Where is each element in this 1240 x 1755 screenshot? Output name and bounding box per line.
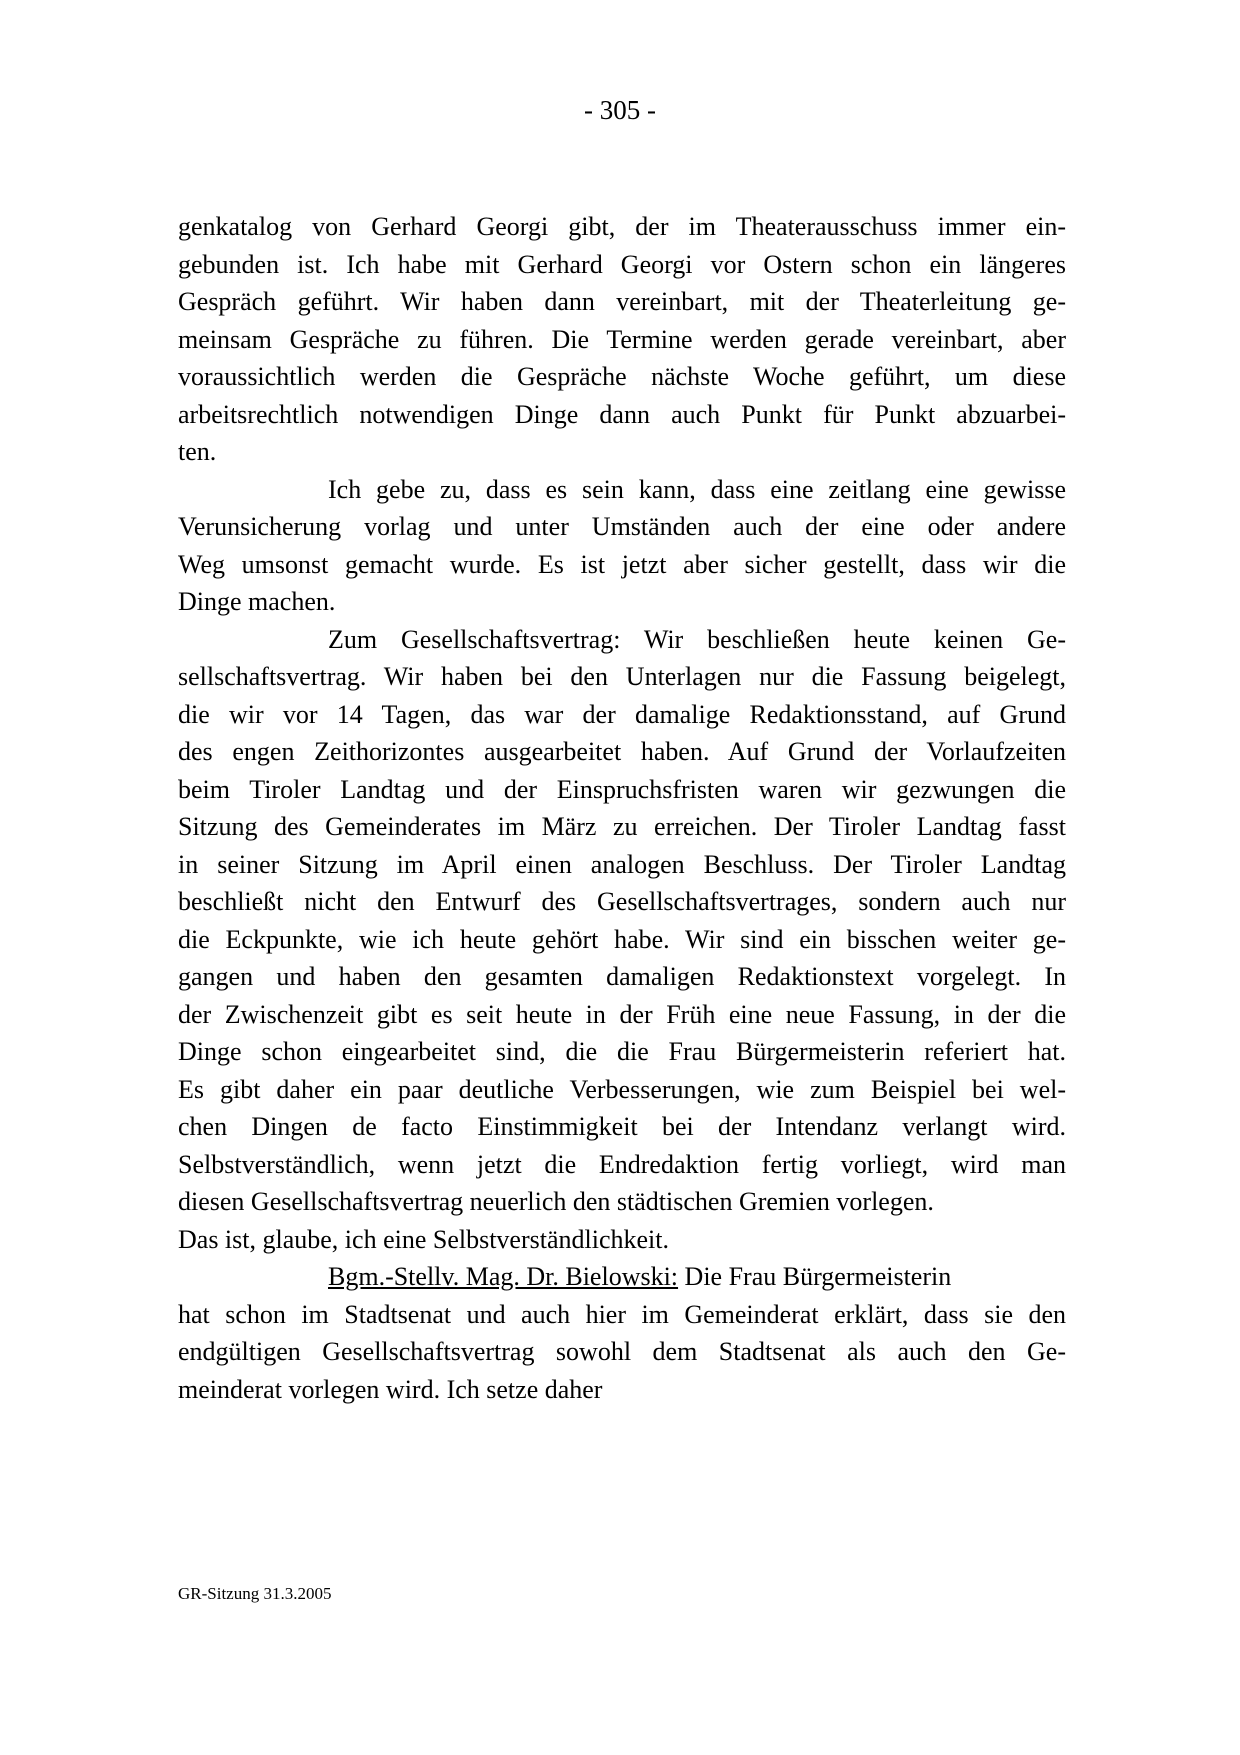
text-line: Dinge machen. xyxy=(178,587,336,616)
text-line: des engen Zeithorizontes ausgearbeitet haben. Auf Grund der Vorlaufzeiten xyxy=(178,737,1066,766)
text-line: Das ist, glaube, ich eine Selbstverständlichkeit. xyxy=(178,1224,669,1254)
text-line: Zum Gesellschaftsvertrag: Wir beschließen heute keinen Ge- xyxy=(328,624,1066,654)
page-number: - 305 - xyxy=(584,95,656,125)
text-line: meinderat vorlegen wird. Ich setze daher xyxy=(178,1374,603,1404)
text-line: Verunsicherung vorlag und unter Umständen auch der eine oder andere xyxy=(178,512,1066,541)
text-line: diesen Gesellschaftsvertrag neuerlich den städtischen Gremien vorlegen. xyxy=(178,1187,934,1216)
text-line: gebunden ist. Ich habe mit Gerhard Georgi vor Ostern schon ein längeres xyxy=(178,249,1066,279)
text-line: in seiner Sitzung im April einen analogen Beschluss. Der Tiroler Landtag xyxy=(178,849,1066,879)
footer-session-date: GR-Sitzung 31.3.2005 xyxy=(178,1584,332,1603)
speaker-line-text: Die Frau Bürgermeisterin xyxy=(678,1262,952,1291)
text-line: beschließt nicht den Entwurf des Gesellschaftsvertrages, sondern auch nur xyxy=(178,887,1066,916)
text-line: Es gibt daher ein paar deutliche Verbesserungen, wie zum Beispiel bei wel- xyxy=(178,1074,1066,1104)
paragraph xyxy=(178,208,1066,471)
text-line: die Eckpunkte, wie ich heute gehört habe. Wir sind ein bisschen weiter ge- xyxy=(178,924,1066,954)
document-body xyxy=(178,208,1066,1408)
text-line: Ich gebe zu, dass es sein kann, dass eine zeitlang eine gewisse xyxy=(328,474,1066,504)
paragraph xyxy=(178,471,1066,621)
text-line: arbeitsrechtlich notwendigen Dinge dann auch Punkt für Punkt abzuarbei- xyxy=(178,399,1066,429)
text-line: hat schon im Stadtsenat und auch hier im Gemeinderat erklärt, dass sie den xyxy=(178,1299,1066,1329)
text-line: Sitzung des Gemeinderates im März zu erreichen. Der Tiroler Landtag fasst xyxy=(178,812,1066,841)
text-line: Gespräch geführt. Wir haben dann vereinbart, mit der Theaterleitung ge- xyxy=(178,287,1066,316)
text-line: die wir vor 14 Tagen, das war der damalige Redaktionsstand, auf Grund xyxy=(178,699,1066,729)
text-line: meinsam Gespräche zu führen. Die Termine werden gerade vereinbart, aber xyxy=(178,324,1066,354)
speaker-name: Bgm.-Stellv. Mag. Dr. Bielowski: xyxy=(328,1262,679,1291)
text-line: gangen und haben den gesamten damaligen Redaktionstext vorgelegt. In xyxy=(178,962,1066,991)
text-line: Weg umsonst gemacht wurde. Es ist jetzt aber sicher gestellt, dass wir die xyxy=(178,549,1066,579)
paragraph xyxy=(178,1258,1066,1408)
text-line: sellschaftsvertrag. Wir haben bei den Unterlagen nur die Fassung beigelegt, xyxy=(178,662,1066,691)
text-line: voraussichtlich werden die Gespräche nächste Woche geführt, um diese xyxy=(178,362,1066,391)
paragraph xyxy=(178,621,1066,1259)
text-line: beim Tiroler Landtag und der Einspruchsfristen waren wir gezwungen die xyxy=(178,774,1066,804)
text-line: endgültigen Gesellschaftsvertrag sowohl dem Stadtsenat als auch den Ge- xyxy=(178,1337,1066,1366)
text-line: ten. xyxy=(178,437,217,466)
text-line: Dinge schon eingearbeitet sind, die die Frau Bürgermeisterin referiert hat. xyxy=(178,1037,1066,1066)
text-line: der Zwischenzeit gibt es seit heute in der Früh eine neue Fassung, in der die xyxy=(178,999,1066,1029)
text-line: chen Dingen de facto Einstimmigkeit bei der Intendanz verlangt wird. xyxy=(178,1112,1066,1141)
text-line: Selbstverständlich, wenn jetzt die Endredaktion fertig vorliegt, wird man xyxy=(178,1149,1066,1179)
speaker-line xyxy=(178,1258,1066,1296)
text-line: genkatalog von Gerhard Georgi gibt, der im Theaterausschuss immer ein- xyxy=(178,212,1066,241)
